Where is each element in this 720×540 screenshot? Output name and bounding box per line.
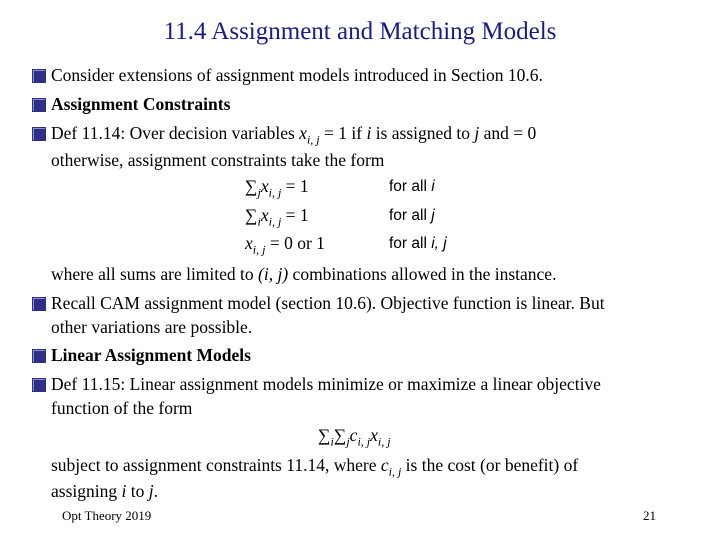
def-11-14-line2: otherwise, assignment constraints take the form bbox=[51, 150, 385, 170]
assign-text: . bbox=[153, 481, 158, 501]
math-var: x bbox=[260, 205, 269, 225]
where-text: combinations allowed in the instance. bbox=[288, 264, 557, 284]
math-var: c bbox=[380, 455, 389, 475]
footer-course-label: Opt Theory 2019 bbox=[62, 508, 152, 523]
sum-symbol: ∑ bbox=[318, 425, 331, 445]
slide-title: 11.4 Assignment and Matching Models bbox=[163, 18, 557, 45]
math-var: x bbox=[370, 425, 378, 445]
where-text: where all sums are limited to bbox=[51, 264, 259, 284]
subject-text: subject to assignment constraints 11.14, where bbox=[51, 455, 381, 475]
math-sub: j bbox=[346, 434, 350, 449]
bullet-text-extensions: Consider extensions of assignment models introduced in Section 10.6. bbox=[51, 65, 543, 85]
math-var: i bbox=[431, 178, 435, 195]
bullet-square-icon bbox=[32, 378, 46, 392]
math-var: x bbox=[245, 233, 253, 253]
math-sub: i, j bbox=[388, 464, 402, 479]
def-11-14-line1 bbox=[51, 123, 536, 148]
bullet-square-icon bbox=[32, 98, 46, 112]
def-text: = 1 if bbox=[319, 123, 367, 143]
constraint-cond-3 bbox=[389, 235, 447, 253]
def-text: is assigned to bbox=[371, 123, 475, 143]
math-var: c bbox=[349, 425, 358, 445]
constraint-row-3 bbox=[245, 233, 325, 258]
def-text: and = 0 bbox=[479, 123, 537, 143]
math-sub: i, j bbox=[268, 185, 282, 200]
math-var: i, j bbox=[431, 235, 447, 252]
math-rhs: = 0 or 1 bbox=[269, 233, 325, 253]
constraint-cond-2 bbox=[389, 207, 435, 225]
bullet-square-icon bbox=[32, 349, 46, 363]
def-text: Def 11.14: Over decision variables bbox=[51, 123, 300, 143]
bullet-heading-assignment-constraints: Assignment Constraints bbox=[51, 94, 231, 114]
cond-text: for all bbox=[389, 235, 432, 252]
assign-text: assigning bbox=[51, 481, 122, 501]
math-var: j bbox=[474, 123, 480, 143]
cond-text: for all bbox=[389, 207, 432, 224]
cond-text: for all bbox=[389, 178, 432, 195]
math-var: x bbox=[299, 123, 307, 143]
math-pair: (i, j) bbox=[258, 264, 289, 284]
recall-cam-line1: Recall CAM assignment model (section 10.6). Objective function is linear. But bbox=[51, 293, 605, 313]
def-11-15-line2: function of the form bbox=[51, 398, 193, 418]
bullet-square-icon bbox=[32, 69, 46, 83]
sum-symbol: ∑ bbox=[245, 176, 258, 196]
constraint-row-2 bbox=[245, 205, 309, 230]
sum-symbol: ∑ bbox=[333, 425, 347, 445]
bullet-heading-linear-assignment: Linear Assignment Models bbox=[51, 345, 251, 365]
math-var: i bbox=[121, 481, 127, 501]
objective-formula bbox=[318, 425, 391, 450]
footer-page-number: 21 bbox=[643, 508, 656, 523]
math-sub: j bbox=[257, 185, 261, 200]
assigning-line bbox=[51, 481, 158, 502]
sum-symbol: ∑ bbox=[245, 205, 258, 225]
math-sub: i, j bbox=[268, 214, 282, 229]
where-sums-line bbox=[51, 264, 556, 285]
math-sub: i bbox=[330, 434, 334, 449]
math-rhs: = 1 bbox=[285, 205, 309, 225]
subject-text: is the cost (or benefit) of bbox=[401, 455, 579, 475]
def-11-15-line1: Def 11.15: Linear assignment models minimize or maximize a linear objective bbox=[51, 374, 601, 394]
bullet-square-icon bbox=[32, 127, 46, 141]
math-sub: i, j bbox=[306, 132, 320, 147]
bullet-square-icon bbox=[32, 297, 46, 311]
math-sub: i, j bbox=[357, 434, 371, 449]
constraint-cond-1 bbox=[389, 178, 435, 196]
math-var: j bbox=[431, 207, 435, 224]
math-var: x bbox=[260, 176, 269, 196]
math-sub: i, j bbox=[252, 242, 266, 257]
math-sub: i bbox=[257, 214, 261, 229]
constraint-row-1 bbox=[245, 176, 309, 201]
math-sub: i, j bbox=[377, 434, 391, 449]
recall-cam-line2: other variations are possible. bbox=[51, 317, 253, 337]
assign-text: to bbox=[126, 481, 149, 501]
math-var: j bbox=[148, 481, 154, 501]
math-rhs: = 1 bbox=[285, 176, 309, 196]
math-var: i bbox=[366, 123, 372, 143]
subject-to-line bbox=[51, 455, 578, 480]
